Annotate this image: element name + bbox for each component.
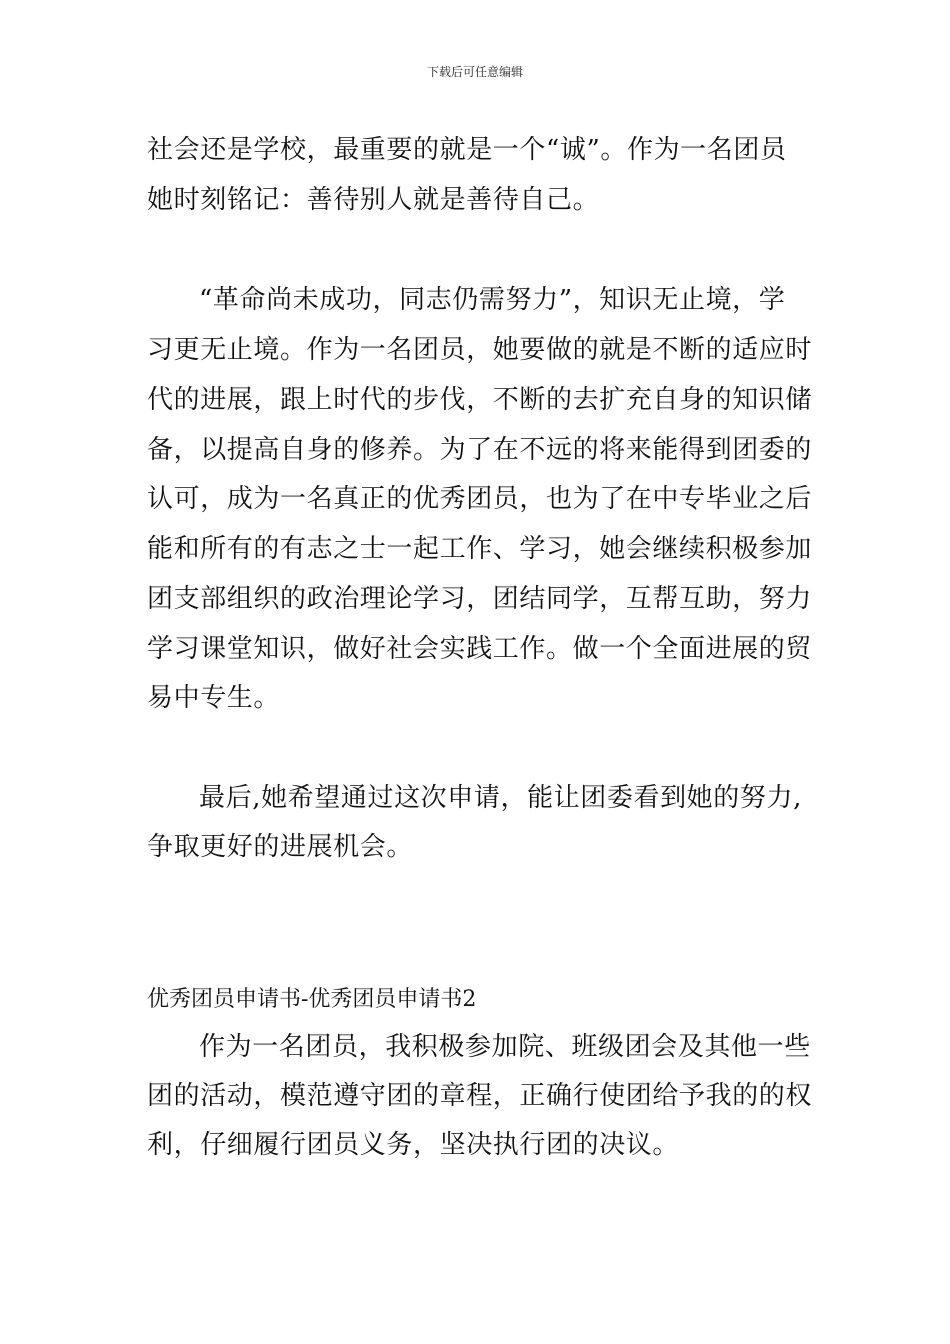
paragraph-2-line-4: 备，以提高自身的修养。为了在不远的将来能得到团委的 [147,435,813,465]
paragraph-2-line-7: 团支部组织的政治理论学习，团结同学，互帮互助，努力 [147,584,813,614]
section-title: 优秀团员申请书-优秀团员申请书2 [147,987,477,1012]
paragraph-1-line-2: 她时刻铭记：善待别人就是善待自己。 [147,185,600,215]
paragraph-2-line-9: 易中专生。 [147,683,281,713]
paragraph-3-line-1: 最后,她希望通过这次申请，能让团委看到她的努力, [199,783,802,813]
section-paragraph-line-2: 团的活动，模范遵守团的章程，正确行使团给予我的的权 [147,1081,813,1111]
paragraph-2-line-3: 代的进展，跟上时代的步伐，不断的去扩充自身的知识储 [147,385,813,415]
paragraph-2-line-6: 能和所有的有志之士一起工作、学习，她会继续积极参加 [147,534,813,564]
page-header: 下载后可任意编辑 [426,65,523,79]
section-paragraph-line-3: 利，仔细履行团员义务，坚决执行团的决议。 [147,1130,680,1160]
paragraph-2-line-1: “革命尚未成功，同志仍需努力”，知识无止境，学 [199,285,786,315]
paragraph-3-line-2: 争取更好的进展机会。 [147,832,414,862]
paragraph-1-line-1: 社会还是学校，最重要的就是一个“诚”。作为一名团员 [147,135,787,165]
paragraph-2-line-8: 学习课堂知识，做好社会实践工作。做一个全面进展的贸 [147,634,813,664]
paragraph-2-line-5: 认可，成为一名真正的优秀团员，也为了在中专毕业之后 [147,484,813,514]
section-paragraph-line-1: 作为一名团员，我积极参加院、班级团会及其他一些 [199,1032,811,1062]
paragraph-2-line-2: 习更无止境。作为一名团员，她要做的就是不断的适应时 [147,335,813,365]
